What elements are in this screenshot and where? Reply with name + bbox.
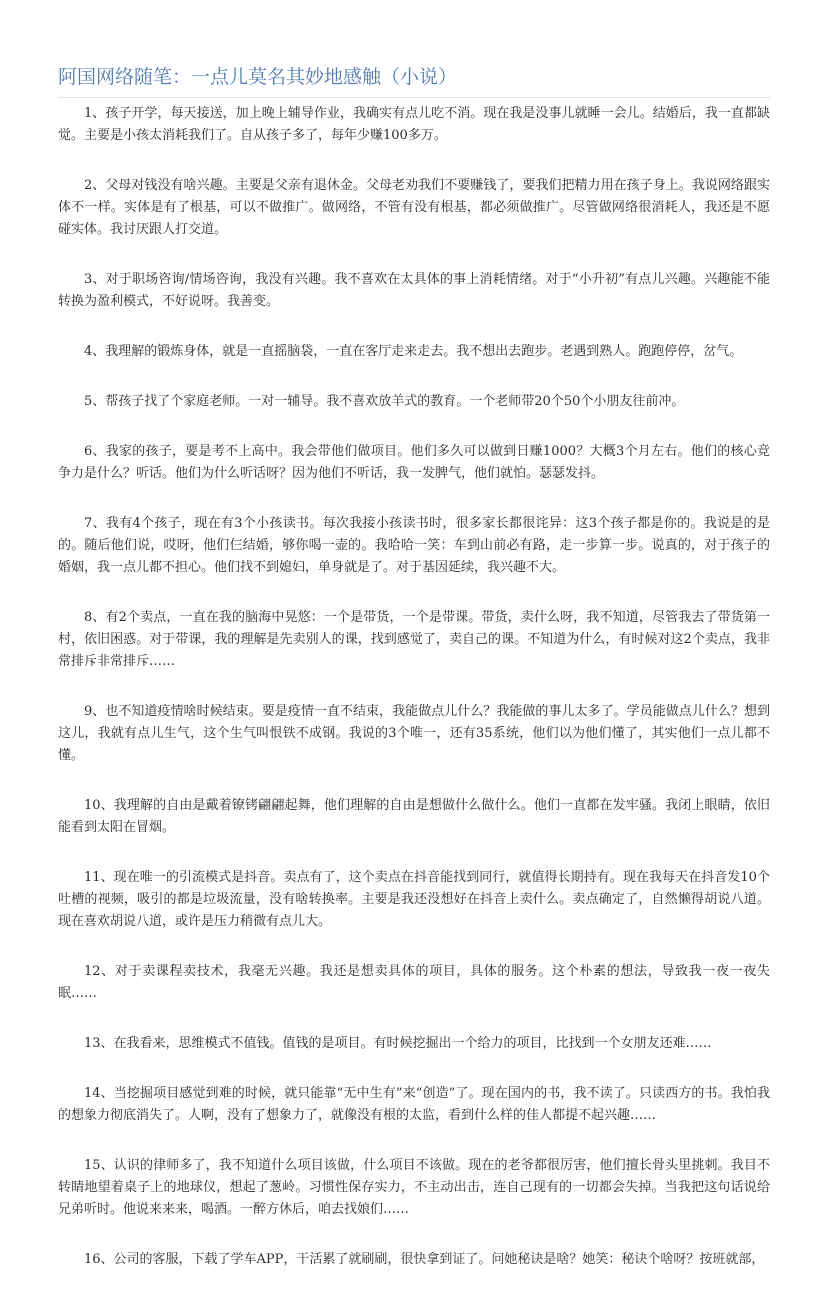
paragraph-9: 9、也不知道疫情啥时候结束。要是疫情一直不结束，我能做点儿什么？我能做的事儿太多了。学员能做点儿什么？想到这儿，我就有点儿生气，这个生气叫恨铁不成钢。我说的3个唯一，还有35系统，他们以为他们懂了，其实他们一点儿都不懂。 [58,704,770,763]
article-title: 阿国网络随笔：一点儿莫名其妙地感触（小说） [58,66,458,88]
paragraph-1: 1、孩子开学，每天接送，加上晚上辅导作业，我确实有点儿吃不消。现在我是没事儿就睡一会儿。结婚后，我一直都缺觉。主要是小孩太消耗我们了。自从孩子多了，每年少赚100多万。 [58,106,770,143]
paragraph-5: 5、帮孩子找了个家庭老师。一对一辅导。我不喜欢放羊式的教育。一个老师带20个50个小朋友往前冲。 [84,394,685,409]
paragraph-7: 7、我有4个孩子，现在有3个小孩读书。每次我接小孩读书时，很多家长都很诧异：这3个孩子都是你的。我说是的是的。随后他们说，哎呀，他们仨结婚，够你喝一壶的。我哈哈一笑：车到山前必有路，走一步算一步。说真的，对于孩子的婚姻，我一点儿都不担心。他们找不到媳妇，单身就是了。对于基因延续，我兴趣不大。 [58,516,770,575]
paragraph-8: 8、有2个卖点，一直在我的脑海中晃悠：一个是带货，一个是带课。带货，卖什么呀，我不知道，尽管我去了带货第一村，依旧困惑。对于带课，我的理解是先卖别人的课，找到感觉了，卖自己的课。不知道为什么，有时候对这2个卖点，我非常排斥非常排斥…… [58,610,770,669]
paragraph-14: 14、当挖掘项目感觉到难的时候，就只能靠“无中生有”来“创造”了。现在国内的书，我不读了。只读西方的书。我怕我的想象力彻底消失了。人啊，没有了想象力了，就像没有根的太监，看到什么样的佳人都提不起兴趣…… [58,1086,770,1123]
paragraph-11: 11、现在唯一的引流模式是抖音。卖点有了，这个卖点在抖音能找到同行，就值得长期持有。现在我每天在抖音发10个吐槽的视频，吸引的都是垃圾流量，没有啥转换率。主要是我还没想好在抖音上卖什么。卖点确定了，自然懒得胡说八道。现在喜欢胡说八道，或许是压力稍微有点儿大。 [58,870,770,929]
paragraph-12: 12、对于卖课程卖技术，我毫无兴趣。我还是想卖具体的项目，具体的服务。这个朴素的想法，导致我一夜一夜失眠…… [58,964,770,1001]
paragraph-6: 6、我家的孩子，要是考不上高中。我会带他们做项目。他们多久可以做到日赚1000？大概3个月左右。他们的核心竞争力是什么？听话。他们为什么听话呀？因为他们不听话，我一发脾气，他们就怕。瑟瑟发抖。 [58,444,770,481]
paragraph-16: 16、公司的客服，下载了学车APP，干活累了就刷刷，很快拿到证了。问她秘诀是啥？她笑：秘诀个啥呀？按班就部， [84,1252,765,1267]
title-divider [58,97,770,98]
paragraph-13: 13、在我看来，思维模式不值钱。值钱的是项目。有时候挖掘出一个给力的项目，比找到一个女朋友还难…… [84,1036,712,1051]
paragraph-15: 15、认识的律师多了，我不知道什么项目该做，什么项目不该做。现在的老爷都很厉害，他们擅长骨头里挑刺。我目不转睛地望着桌子上的地球仪，想起了葱岭。习惯性保存实力，不主动出击，连自己现有的一切都会失掉。当我把这句话说给兄弟听时。他说来来来，喝酒。一醉方休后，咱去找娘们…… [58,1158,770,1217]
article-body [58,103,770,1299]
paragraph-3: 3、对于职场咨询/情场咨询，我没有兴趣。我不喜欢在太具体的事上消耗情绪。对于“小升初”有点儿兴趣。兴趣能不能转换为盈利模式，不好说呀。我善变。 [58,272,770,309]
paragraph-2: 2、父母对钱没有啥兴趣。主要是父亲有退休金。父母老劝我们不要赚钱了，要我们把精力用在孩子身上。我说网络跟实体不一样。实体是有了根基，可以不做推广。做网络，不管有没有根基，都必须做推广。尽管做网络很消耗人，我还是不愿碰实体。我讨厌跟人打交道。 [58,178,770,237]
paragraph-10: 10、我理解的自由是戴着镣铐翩翩起舞，他们理解的自由是想做什么做什么。他们一直都在发牢骚。我闭上眼睛，依旧能看到太阳在冒烟。 [58,798,770,835]
paragraph-4: 4、我理解的锻炼身体，就是一直摇脑袋，一直在客厅走来走去。我不想出去跑步。老遇到熟人。跑跑停停，岔气。 [84,344,743,359]
